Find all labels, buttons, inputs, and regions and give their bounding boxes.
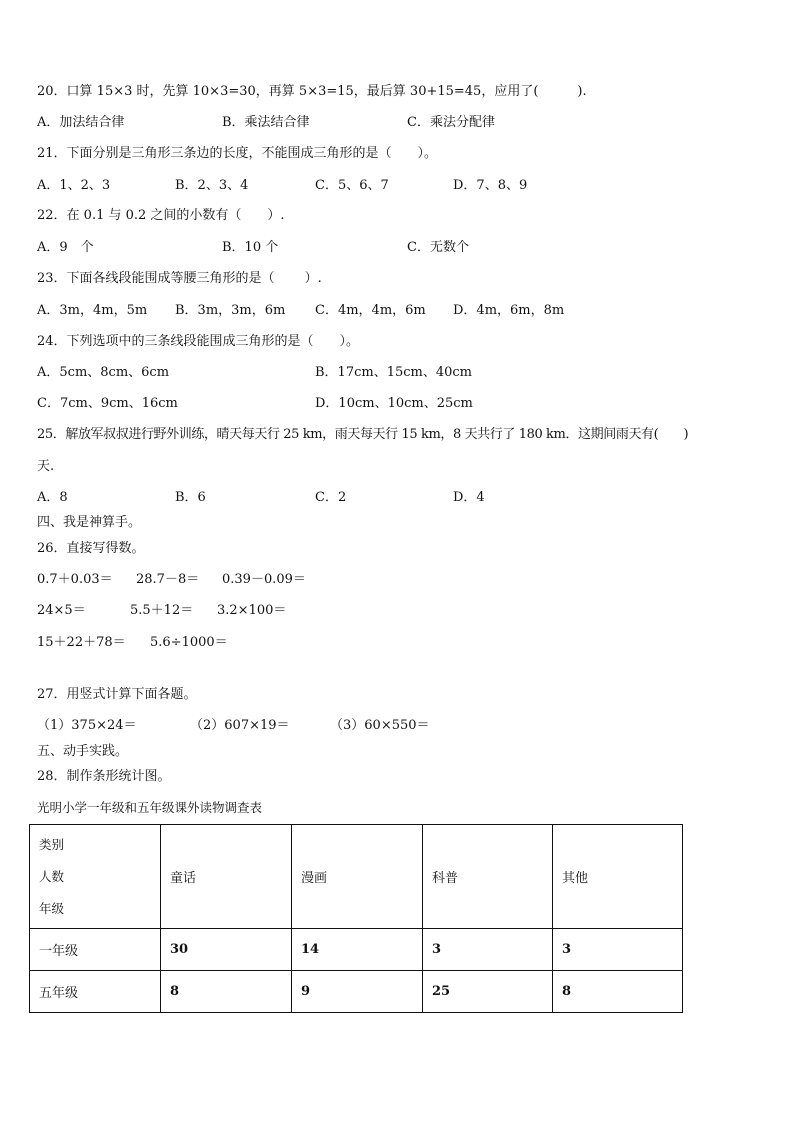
q26-item-3: 0.39－0.09＝ [222, 572, 306, 587]
table-corner-cell [30, 825, 161, 929]
q22-option-a: A．9 个 [37, 240, 94, 255]
row-grade-label: 一年级 [30, 929, 161, 971]
question-25-stem-cont: 天. [37, 459, 55, 474]
question-20-stem: 20．口算 15×3 时，先算 10×3=30，再算 5×3=15，最后算 30+15=45，应用了( ). [37, 84, 587, 99]
table-cell: 3 [553, 929, 683, 971]
q21-option-c: C．5、6、7 [315, 178, 389, 193]
table-cell: 25 [423, 971, 553, 1013]
q26-item-4: 24×5＝ [37, 603, 86, 618]
row-grade-label: 五年级 [30, 971, 161, 1013]
section-5-heading: 五、动手实践。 [37, 744, 129, 759]
corner-label-category: 类别 [39, 836, 65, 852]
q25-option-b: B．6 [175, 490, 206, 505]
q21-option-d: D．7、8、9 [453, 178, 528, 193]
q25-option-d: D．4 [453, 490, 485, 505]
question-27-stem: 27．用竖式计算下面各题。 [37, 687, 197, 702]
header-other: 其他 [553, 825, 683, 929]
q20-option-c: C．乘法分配律 [407, 115, 495, 130]
q25-option-c: C．2 [315, 490, 347, 505]
q23-option-b: B．3m，3m，6m [175, 303, 286, 318]
question-26-stem: 26．直接写得数。 [37, 541, 145, 556]
q27-item-3: （3）60×550＝ [330, 718, 430, 733]
q22-option-b: B．10 个 [222, 240, 279, 255]
table-cell: 8 [553, 971, 683, 1013]
q26-item-8: 5.6÷1000＝ [150, 635, 228, 650]
question-23-stem: 23．下面各线段能围成等腰三角形的是（ ）. [37, 271, 322, 286]
question-25-stem: 25．解放军叔叔进行野外训练，晴天每天行 25 km，雨天每天行 15 km，8 天共行了 180 km．这期间雨天有( ) [37, 427, 689, 442]
question-22-stem: 22．在 0.1 与 0.2 之间的小数有（ ）. [37, 208, 285, 223]
reading-survey-table [29, 824, 683, 1013]
q24-option-b: B．17cm、15cm、40cm [315, 365, 473, 380]
header-fairy-tales: 童话 [161, 825, 292, 929]
q23-option-d: D．4m，6m，8m [453, 303, 565, 318]
q24-option-a: A．5cm、8cm、6cm [37, 365, 170, 380]
q24-option-d: D．10cm、10cm、25cm [315, 396, 473, 411]
section-4-heading: 四、我是神算手。 [37, 515, 142, 530]
table-cell: 8 [161, 971, 292, 1013]
table-cell: 14 [292, 929, 423, 971]
q26-item-7: 15＋22＋78＝ [37, 635, 126, 650]
q26-item-1: 0.7＋0.03＝ [37, 572, 113, 587]
q26-item-6: 3.2×100＝ [217, 603, 287, 618]
q25-option-a: A．8 [37, 490, 68, 505]
table-cell: 30 [161, 929, 292, 971]
corner-label-grade: 年级 [39, 900, 65, 916]
q20-option-b: B．乘法结合律 [222, 115, 310, 130]
q23-option-a: A．3m，4m，5m [37, 303, 148, 318]
table-header-row [30, 825, 683, 929]
q20-option-a: A．加法结合律 [37, 115, 125, 130]
q27-item-2: （2）607×19＝ [190, 718, 290, 733]
question-21-stem: 21．下面分别是三角形三条边的长度，不能围成三角形的是（ ）。 [37, 146, 438, 161]
table-cell: 3 [423, 929, 553, 971]
table-title: 光明小学一年级和五年级课外读物调查表 [37, 800, 263, 815]
q23-option-c: C．4m，4m，6m [315, 303, 426, 318]
table-row [30, 929, 683, 971]
q27-item-1: （1）375×24＝ [37, 718, 137, 733]
q26-item-5: 5.5＋12＝ [130, 603, 194, 618]
header-science: 科普 [423, 825, 553, 929]
question-24-stem: 24．下列选项中的三条线段能围成三角形的是（ ）。 [37, 334, 360, 349]
header-comics: 漫画 [292, 825, 423, 929]
q22-option-c: C．无数个 [407, 240, 469, 255]
q21-option-a: A．1、2、3 [37, 178, 111, 193]
table-row [30, 971, 683, 1013]
table-cell: 9 [292, 971, 423, 1013]
q21-option-b: B．2、3、4 [175, 178, 249, 193]
corner-label-count: 人数 [39, 868, 65, 884]
q26-item-2: 28.7－8＝ [136, 572, 200, 587]
question-28-stem: 28．制作条形统计图。 [37, 769, 171, 784]
q24-option-c: C．7cm、9cm、16cm [37, 396, 178, 411]
